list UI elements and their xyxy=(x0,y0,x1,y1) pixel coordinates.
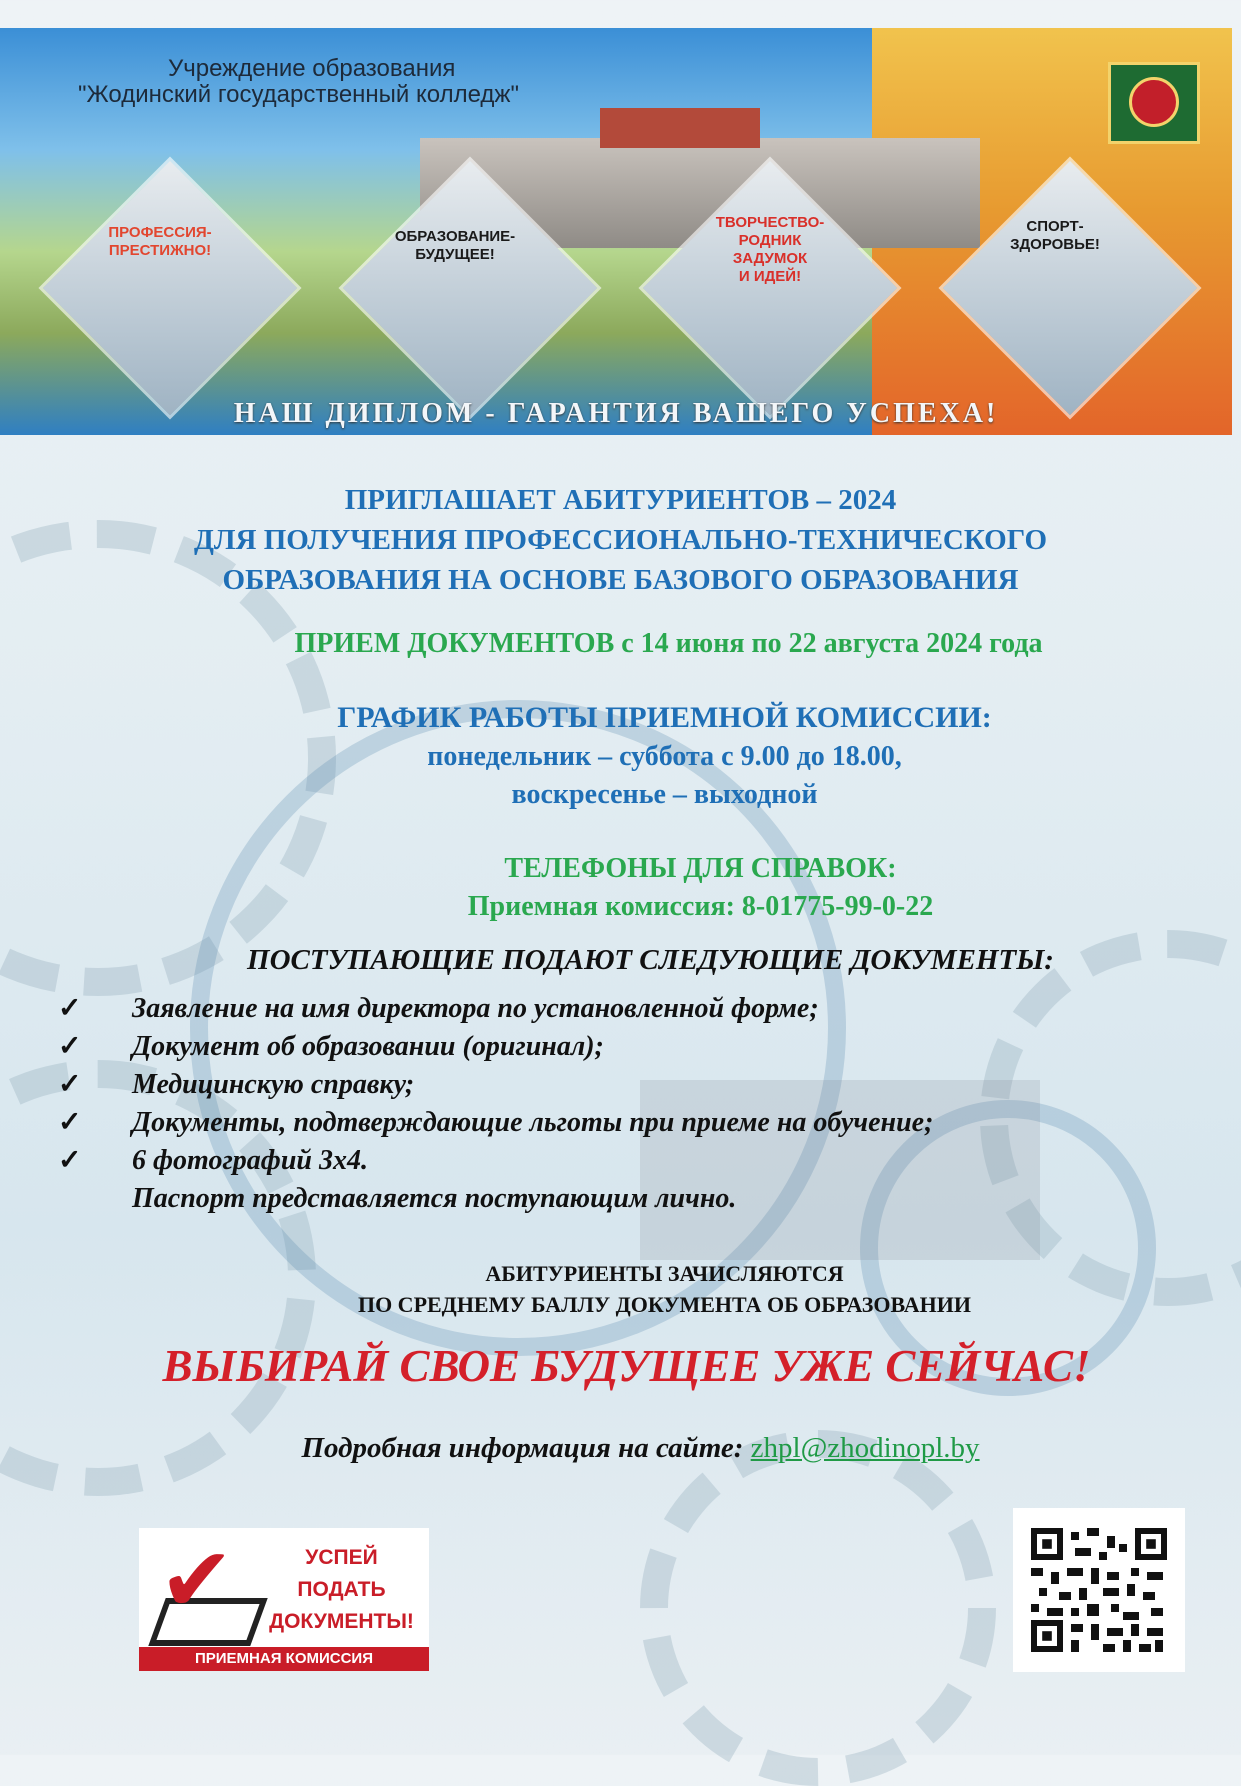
invite-line3: ОБРАЗОВАНИЯ НА ОСНОВЕ БАЗОВОГО ОБРАЗОВАНИЯ xyxy=(222,564,1019,596)
checkmark-icon: ✓ xyxy=(58,1031,82,1062)
schedule-title: ГРАФИК РАБОТЫ ПРИЕМНОЙ КОМИССИИ: xyxy=(337,701,992,734)
checkmark-icon: ✓ xyxy=(58,1145,82,1176)
checkmark-icon: ✓ xyxy=(58,1069,82,1100)
website-link[interactable]: zhpl@zhodinopl.by xyxy=(750,1432,980,1464)
badge-footer: ПРИЕМНАЯ КОМИССИЯ xyxy=(139,1647,429,1671)
diamond-label-sport: СПОРТ- ЗДОРОВЬЕ! xyxy=(1010,218,1100,253)
list-item: ✓ Документы, подтверждающие льготы при приеме на обучение; xyxy=(58,1104,1208,1142)
diamond-label-profession: ПРОФЕССИЯ- ПРЕСТИЖНО! xyxy=(108,224,212,259)
checkmark-icon: ✓ xyxy=(58,1107,82,1138)
phones-block xyxy=(80,850,1241,926)
list-item: ✓ Документ об образовании (оригинал); xyxy=(58,1028,1208,1066)
org-title-line1: Учреждение образования xyxy=(168,55,456,82)
reception-dates xyxy=(48,628,1241,660)
reception-range: с 14 июня по 22 августа 2024 года xyxy=(614,628,1043,659)
banner-slogan: НАШ ДИПЛОМ - ГАРАНТИЯ ВАШЕГО УСПЕХА! xyxy=(233,398,999,429)
list-item: ✓ Заявление на имя директора по установленной форме; xyxy=(58,990,1208,1028)
diamond-label-education: ОБРАЗОВАНИЕ- БУДУЩЕЕ! xyxy=(394,228,516,263)
enrollment-line1: АБИТУРИЕНТЫ ЗАЧИСЛЯЮТСЯ xyxy=(485,1261,844,1286)
checkmark-icon: ✓ xyxy=(58,993,82,1024)
badge-text: УСПЕЙ ПОДАТЬ ДОКУМЕНТЫ! xyxy=(269,1546,414,1633)
list-item: ✓ Медицинскую справку; xyxy=(58,1066,1208,1104)
org-title xyxy=(78,56,519,108)
background-gear xyxy=(640,1430,996,1786)
schedule-weekdays: понедельник – суббота с 9.00 до 18.00, xyxy=(427,741,902,772)
college-emblem-icon xyxy=(1108,62,1200,144)
submit-documents-badge xyxy=(139,1528,429,1671)
call-to-action: ВЫБИРАЙ СВОЕ БУДУЩЕЕ УЖЕ СЕЙЧАС! xyxy=(162,1341,1091,1391)
documents-list xyxy=(58,990,1208,1218)
org-title-line2: "Жодинский государственный колледж" xyxy=(78,81,519,108)
qr-code-icon xyxy=(1013,1508,1185,1672)
invite-line1: ПРИГЛАШАЕТ АБИТУРИЕНТОВ – 2024 xyxy=(344,484,897,516)
passport-note: Паспорт представляется поступающим лично. xyxy=(132,1183,737,1214)
schedule-sunday: воскресенье – выходной xyxy=(511,779,818,810)
header-banner xyxy=(0,28,1232,435)
schedule-block xyxy=(44,698,1241,814)
enrollment-line2: ПО СРЕДНЕМУ БАЛЛУ ДОКУМЕНТА ОБ ОБРАЗОВАНИИ xyxy=(357,1292,972,1317)
list-item: ✓ 6 фотографий 3х4. xyxy=(58,1142,1208,1180)
invite-line2: ДЛЯ ПОЛУЧЕНИЯ ПРОФЕССИОНАЛЬНО-ТЕХНИЧЕСКОГО xyxy=(193,524,1048,556)
documents-title: ПОСТУПАЮЩИЕ ПОДАЮТ СЛЕДУЮЩИЕ ДОКУМЕНТЫ: xyxy=(247,944,1054,976)
info-line xyxy=(20,1432,1241,1465)
checkmark-icon: ✔ xyxy=(159,1528,235,1633)
info-label: Подробная информация на сайте: xyxy=(301,1432,751,1464)
invite-heading xyxy=(0,480,1241,600)
phones-commission: Приемная комиссия: 8-01775-99-0-22 xyxy=(467,891,934,922)
diamond-photo-profession xyxy=(43,161,298,416)
enrollment-note xyxy=(44,1258,1241,1320)
phones-title: ТЕЛЕФОНЫ ДЛЯ СПРАВОК: xyxy=(504,853,897,884)
reception-prefix: ПРИЕМ ДОКУМЕНТОВ xyxy=(294,628,615,659)
diamond-label-creativity: ТВОРЧЕСТВО- РОДНИК ЗАДУМОК И ИДЕЙ! xyxy=(715,214,825,285)
